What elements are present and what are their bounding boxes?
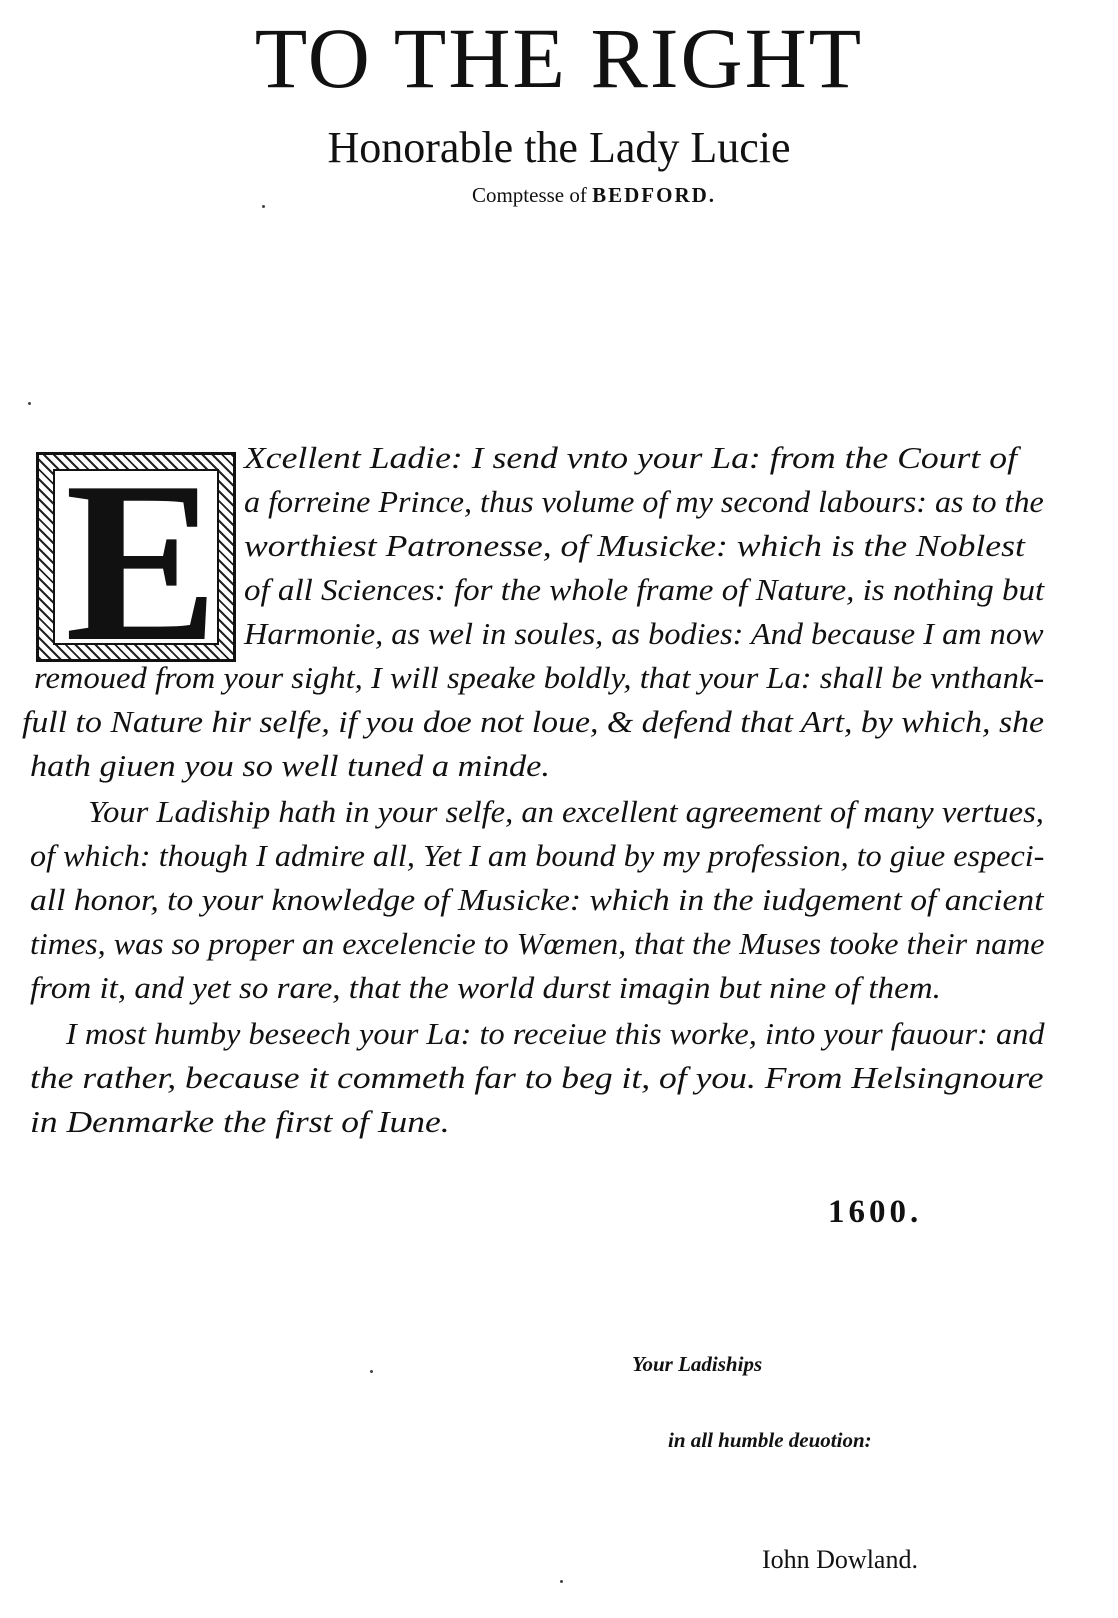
heading-line-3 xyxy=(0,180,1118,210)
ornamental-initial-icon xyxy=(36,452,236,662)
closing-line-1: Your Ladiships xyxy=(632,1352,763,1376)
letter-line: I most humby beseech your La: to receiue this worke, into your fauour: and xyxy=(66,1016,1045,1051)
print-speck xyxy=(370,1370,373,1373)
print-speck xyxy=(262,205,265,208)
print-speck xyxy=(28,402,31,405)
letter-line: Your Ladiship hath in your selfe, an excellent agreement of many vertues, xyxy=(88,794,1044,829)
letter-line: remoued from your sight, I will speake boldly, that your La: shall be vnthank- xyxy=(34,660,1045,695)
signature: Iohn Dowland. xyxy=(762,1545,918,1574)
letter-line: Harmonie, as wel in soules, as bodies: And because I am now xyxy=(244,616,1044,651)
heading-line-3-name: BEDFORD. xyxy=(592,183,717,207)
letter-line: the rather, because it commeth far to beg it, of you. From Helsingnoure xyxy=(30,1060,1044,1095)
letter-line: Xcellent Ladie: I send vnto your La: from the Court of xyxy=(244,440,1017,475)
letter-line: of all Sciences: for the whole frame of Nature, is nothing but xyxy=(244,572,1045,607)
letter-line: from it, and yet so rare, that the world durst imagin but nine of them. xyxy=(30,970,941,1005)
closing-line-2: in all humble deuotion: xyxy=(668,1428,872,1452)
heading-line-1: TO THE RIGHT xyxy=(254,10,864,106)
heading-line-2: Honorable the Lady Lucie xyxy=(327,123,791,172)
drop-cap-letter: E xyxy=(65,452,219,662)
letter-line: full to Nature hir selfe, if you doe not loue, & defend that Art, by which, she xyxy=(22,704,1045,739)
letter-line: all honor, to your knowledge of Musicke: which in the iudgement of ancient xyxy=(30,882,1044,917)
letter-line: of which: though I admire all, Yet I am bound by my profession, to giue especi- xyxy=(30,838,1045,873)
heading-line-3-prefix: Comptesse of xyxy=(471,183,593,207)
letter-date: 1600. xyxy=(828,1194,923,1230)
letter-line: hath giuen you so well tuned a minde. xyxy=(30,748,550,783)
letter-line: times, was so proper an excelencie to Wœmen, that the Muses tooke their name xyxy=(30,926,1045,961)
letter-line: a forreine Prince, thus volume of my second labours: as to the xyxy=(244,484,1044,519)
letter-line: in Denmarke the first of Iune. xyxy=(30,1104,450,1139)
letter-line: worthiest Patronesse, of Musicke: which is the Noblest xyxy=(244,528,1025,563)
print-speck xyxy=(560,1580,563,1583)
